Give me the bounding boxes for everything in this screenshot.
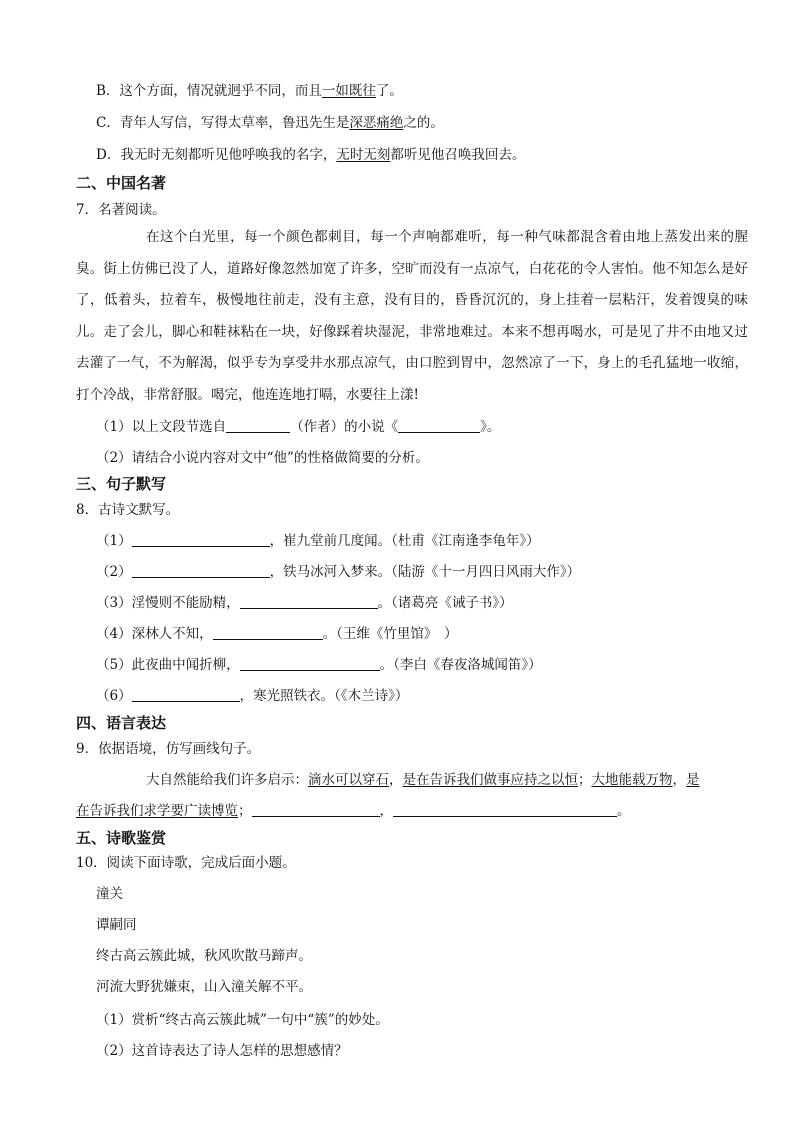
recitation-item-5 [96, 655, 542, 675]
imitation-answer-blank-1[interactable] [252, 803, 380, 817]
poem-line-2: 河流大野犹嫌束，山入潼关解不平。 [96, 979, 312, 995]
option-b [96, 81, 403, 101]
punct: ； [238, 803, 252, 819]
option-b-text: B．这个方面，情况就迥乎不同，而且 [96, 83, 322, 99]
option-c-tail: 之的。 [403, 115, 444, 131]
item-number: （6） [96, 688, 132, 704]
sub1-text-a: （1）以上文段节选自 [96, 419, 227, 435]
recitation-blank-3[interactable] [240, 595, 378, 609]
poem-author: 谭嗣同 [96, 917, 137, 933]
item-number: （1） [96, 533, 132, 549]
section-heading-4: 四、语言表达 [76, 714, 167, 732]
underlined-phrase: 大地能载万物 [591, 772, 673, 788]
item-text: 。（诸葛亮《诫子书》） [377, 595, 513, 611]
punct: ， [379, 803, 393, 819]
punct: ； [578, 772, 592, 788]
item-text: ，崔九堂前几度闻。（杜甫《江南逢李龟年》） [269, 533, 540, 549]
question-8-stem: 8．古诗文默写。 [76, 502, 180, 518]
option-c-text: C．青年人写信，写得太草率，鲁迅先生是 [96, 115, 350, 131]
imitation-line-1 [146, 770, 700, 790]
punct: ， [672, 772, 686, 788]
recitation-blank-5[interactable] [240, 657, 380, 671]
item-pre: 深林人不知， [131, 626, 213, 642]
item-pre: 淫慢则不能励精， [131, 595, 240, 611]
question-7-sub1 [96, 417, 500, 437]
recitation-blank-1[interactable] [132, 533, 270, 547]
option-b-tail: 了。 [375, 83, 403, 99]
recitation-blank-2[interactable] [132, 564, 270, 578]
option-c [96, 113, 444, 133]
novel-title-answer-blank[interactable] [398, 419, 480, 433]
punct: ， [389, 772, 403, 788]
question-10-sub2: （2）这首诗表达了诗人怎样的思想感情？ [96, 1043, 348, 1059]
recitation-item-3 [96, 593, 513, 613]
context-text: 大自然能给我们许多启示： [146, 772, 308, 788]
section-heading-5: 五、诗歌鉴赏 [76, 829, 167, 847]
question-10-sub1: （1）赏析“终古高云簇此城”一句中“簇”的妙处。 [96, 1012, 389, 1028]
item-text: ，铁马冰河入梦来。（陆游《十一月四日风雨大作》） [269, 564, 581, 580]
option-d-text: D．我无时无刻都听见他呼唤我的名字， [96, 147, 337, 163]
recitation-blank-6[interactable] [132, 688, 240, 702]
reading-passage: 在这个白光里，每一个颜色都刺目，每一个声响都难听，每一种气味都混含着由地上蒸发出来的腥臭。街上仿佛已没了人，道路好像忽然加宽了许多，空旷而没有一点凉气，白花花的令人害怕。他不知怎么是好了，低着头，拉着车，极慢地往前走，没有主意，没有目的，昏昏沉沉的，身上挂着一层粘汗，发着馊臭的味儿。走了会儿，脚心和鞋袜粘在一块，好像踩着块湿泥，非常地难过。本来不想再喝水，可是见了井不由地又过去灌了一气，不为解渴，似乎专为享受井水那点凉气，由口腔到胃中，忽然凉了一下，身上的毛孔猛地一收缩，打个冷战，非常舒服。喝完，他连连地打嗝，水要往上漾! [76, 229, 748, 403]
question-9-stem: 9．依据语境，仿写画线句子。 [76, 741, 261, 757]
underlined-phrase: 在告诉我们求学要广读博览 [76, 803, 238, 819]
item-text: 。（李白《春夜洛城闻笛》） [379, 657, 542, 673]
section-heading-3: 三、句子默写 [76, 475, 167, 493]
poem-line-1: 终古高云簇此城，秋风吹散马蹄声。 [96, 948, 312, 964]
option-d [96, 145, 525, 165]
item-number: （2） [96, 564, 132, 580]
item-number: （4） [96, 626, 132, 642]
question-10-stem: 10．阅读下面诗歌，完成后面小题。 [76, 855, 296, 871]
imitation-line-2 [76, 801, 631, 821]
poem-title: 潼关 [96, 886, 123, 902]
option-d-tail: 都听见他召唤我回去。 [390, 147, 526, 163]
item-number: （5） [96, 657, 132, 673]
sub1-text-b: （作者）的小说《 [290, 419, 399, 435]
option-c-underlined: 深恶痛绝 [349, 115, 404, 131]
punct: 。 [617, 803, 631, 819]
recitation-blank-4[interactable] [213, 626, 323, 640]
underlined-phrase: 滴水可以穿石 [308, 772, 389, 788]
item-text: ，寒光照铁衣。（《木兰诗》） [239, 688, 409, 704]
question-7-stem: 7．名著阅读。 [76, 202, 166, 218]
recitation-item-4 [96, 624, 458, 644]
item-number: （3） [96, 595, 132, 611]
author-answer-blank[interactable] [226, 419, 290, 433]
sub1-text-c: 》。 [480, 419, 501, 435]
item-pre: 此夜曲中闻折柳， [131, 657, 240, 673]
item-text: 。（王维《竹里馆》 ） [322, 626, 458, 642]
recitation-item-2 [96, 562, 580, 582]
underlined-phrase: 是 [686, 772, 700, 788]
imitation-answer-blank-2[interactable] [393, 803, 617, 817]
option-b-underlined: 一如既往 [321, 83, 376, 99]
recitation-item-6 [96, 686, 408, 706]
section-heading-2: 二、中国名著 [76, 174, 167, 192]
option-d-underlined: 无时无刻 [336, 147, 391, 163]
underlined-phrase: 是在告诉我们做事应持之以恒 [402, 772, 578, 788]
question-7-sub2: （2）请结合小说内容对文中“他”的性格做简要的分析。 [96, 450, 429, 466]
recitation-item-1 [96, 531, 540, 551]
